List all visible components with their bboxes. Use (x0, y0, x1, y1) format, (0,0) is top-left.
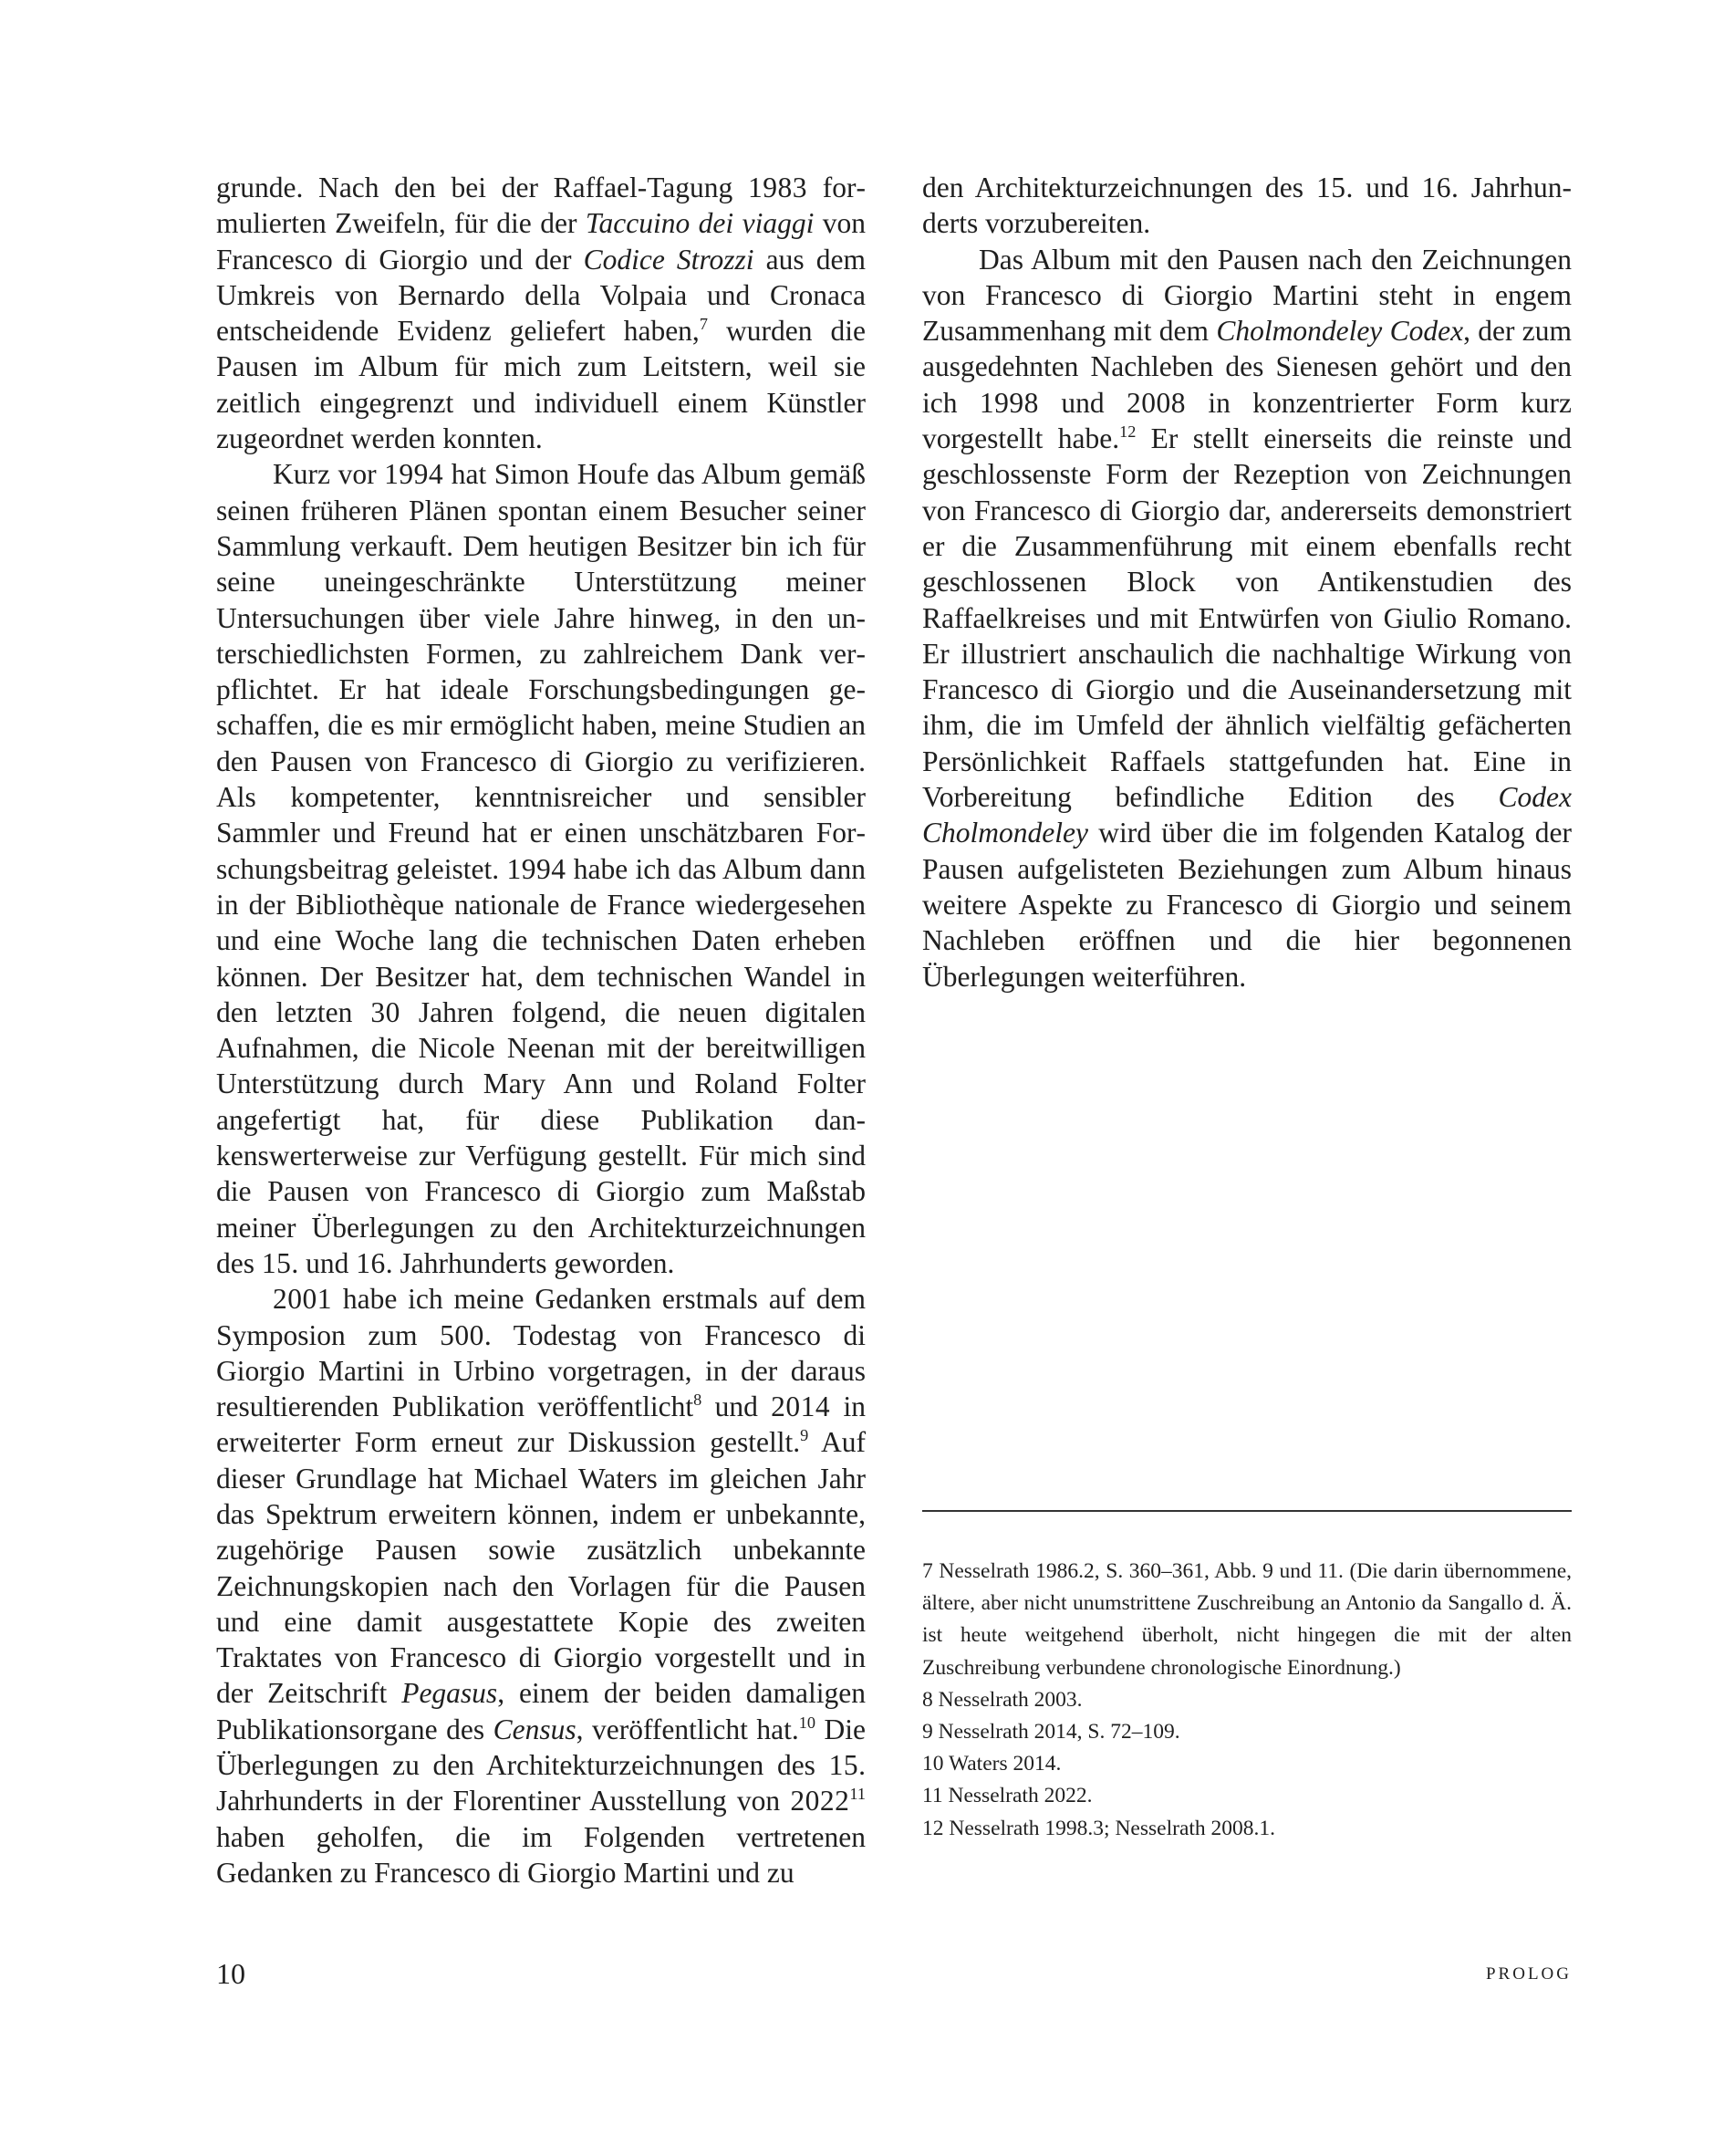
footnote-number: 9 (922, 1720, 933, 1745)
text-run: habe ich das Album dann in der Bibliothèque nationale de France wiedergesehen und eine Woche lang die technischen Daten erheben können. Der Besitzer hat, dem technischen Wandel in den letzten (216, 852, 866, 1028)
footnote-ref[interactable]: 7 (699, 315, 708, 334)
year: 2001 (273, 1283, 332, 1316)
work-title: Codex Cholmondeley (922, 781, 1572, 849)
text-run: , veröffentlicht hat. (576, 1713, 799, 1745)
work-title: Census (493, 1713, 576, 1745)
paragraph-2 (216, 456, 866, 1281)
paragraph-5 (922, 242, 1572, 995)
text-run: Das Album mit den Pausen nach den Zeichnungen von Francesco di Giorgio Martini steht in engem Zusammenhang mit dem (922, 243, 1572, 348)
footnote-number: 8 (922, 1687, 933, 1712)
text-run: Kurz vor (273, 458, 385, 491)
year: 1994 (384, 458, 444, 491)
year: 1983 (748, 172, 808, 203)
text-run: in erweiterter Form erneut zur Diskussion gestellt. (216, 1390, 866, 1459)
year: 1998 (979, 386, 1039, 419)
footnote-number: 7 (922, 1559, 933, 1583)
number: 15 (1315, 172, 1346, 203)
footnote-divider (922, 1510, 1572, 1512)
footnote-ref[interactable]: 8 (693, 1390, 702, 1410)
footnote-10 (922, 1748, 1572, 1780)
text-run: Er stellt einerseits die reinste und geschlossenste Form der Rezeption von Zeichnungen von Francesco di Giorgio dar, andererseits demonstriert er die Zusammenführung mit einem ebenfalls recht geschlossenen Block von Antikenstudien des Raffaelkreises und mit Entwürfen von Giulio Romano. Er illustriert anschaulich die nachhaltige Wirkung von Francesco di Giorgio und die Auseinandersetzung mit ihm, die im Umfeld der ähnlich vielfältig gefächerten Persönlichkeit Raffaels stattgefunden hat. Eine in Vorbereitung befindliche Edition des (922, 422, 1572, 814)
footnote-number: 10 (922, 1752, 944, 1776)
text-run: . Jahrhunderts in der Florentiner Ausstellung von (216, 1749, 866, 1817)
right-column (922, 170, 1572, 995)
text-run: den Architekturzeichnungen des (922, 172, 1316, 203)
footnote-ref[interactable]: 11 (849, 1785, 866, 1804)
text-run: grunde. Nach den bei der Raffael-Tagung (216, 172, 749, 203)
text-run: wird über die im folgenden Katalog der Pausen aufgelisteten Beziehungen zum Album hinaus weitere Aspekte zu Francesco di Giorgio und seinem Nachleben eröffnen und die hier begonnenen Überlegungen weiterführen. (922, 817, 1572, 993)
paragraph-4 (922, 170, 1572, 242)
running-head: PROLOG (1485, 1964, 1572, 1984)
text-run: . und (1345, 172, 1422, 203)
text-run: Auf dieser Grundlage hat Michael Waters im gleichen Jahr das Spektrum erweitern können, indem er unbekannte, zugehörige Pausen sowie zusätzlich unbekannte Zeichnungskopien nach den Vorlagen für die Pausen und eine damit ausgestattete Kopie des zweiten Traktates von Francesco di Giorgio vorgestellt und in der Zeitschrift (216, 1426, 867, 1710)
number: 30 (370, 995, 400, 1028)
footnote-text: Nesselrath 2003. (938, 1687, 1083, 1712)
footnote-ref[interactable]: 9 (800, 1426, 809, 1445)
left-column (216, 170, 866, 1890)
footnote-text: Nesselrath 2014, S. 72–109. (938, 1720, 1180, 1745)
text-run: Die Überlegungen zu den Architekturzeichnungen des (216, 1713, 866, 1782)
footnote-9 (922, 1716, 1572, 1748)
text-run: , der zum ausgedehnten Nachleben des Sienesen gehört und den ich (922, 315, 1572, 419)
footnote-number: 12 (922, 1816, 944, 1840)
footnote-12 (922, 1813, 1572, 1845)
text-run: wurden die Pausen im Album für mich zum Leitstern, weil sie zeitlich eingegrenzt und individuell einem Künstler zugeordnet werden konnten. (216, 315, 867, 455)
text-run: formulierten Zweifeln, für die der (216, 172, 866, 240)
work-title: Taccuino dei viaggi (585, 207, 815, 240)
text-run: habe ich meine Gedanken erstmals auf dem Symposion zum (216, 1283, 866, 1351)
footnote-text: Waters 2014. (948, 1752, 1062, 1776)
footnote-ref[interactable]: 10 (798, 1713, 816, 1732)
number: 500 (440, 1318, 484, 1351)
text-run: und (1038, 386, 1127, 419)
text-run: hat Simon Houfe das Album gemäß seinen früheren Plänen spontan einem Besucher seiner Sammlung verkauft. Dem heutigen Besitzer bin ich für seine uneingeschränkte Unterstützung meiner Untersuchungen über viele Jahre hinweg, in den unterschiedlichsten Formen, zu zahlreichem Dank verpflichtet. Er hat ideale Forschungsbedingungen geschaffen, die es mir ermöglicht haben, meine Studien an den Pausen von Francesco di Giorgio zu verifizieren. Als kompetenter, kenntnisreicher und sensibler Sammler und Freund hat er einen unschätzbaren Forschungsbeitrag geleistet. (216, 458, 866, 885)
text-run: . Jahrhunderts vorzubereiten. (922, 172, 1573, 240)
page-number: 10 (216, 1957, 245, 1990)
footnote-number: 11 (922, 1784, 943, 1808)
text-run: . Jahrhunderts geworden. (385, 1246, 675, 1279)
year: 1994 (506, 852, 566, 885)
work-title: Pegasus (401, 1677, 498, 1710)
number: 15 (261, 1246, 292, 1279)
footnote-text: Nesselrath 1998.3; Nesselrath 2008.1. (949, 1816, 1276, 1840)
text-run: Jahren folgend, die neuen digitalen Aufnahmen, die Nicole Neenan mit der bereitwilligen Unterstützung durch Mary Ann und Roland Folter angefertigt hat, für diese Publikation dankenswerterweise zur Verfügung gestellt. Für mich sind die Pausen von Francesco di Giorgio zum Maßstab meiner Überlegungen zu den Architekturzeichnungen des (216, 995, 866, 1279)
footnote-7 (922, 1556, 1572, 1684)
text-run: von Francesco di Giorgio und der (216, 207, 867, 276)
number: 16 (1421, 172, 1451, 203)
year: 2014 (771, 1390, 831, 1423)
footnote-ref[interactable]: 12 (1119, 422, 1137, 442)
number: 15 (828, 1749, 859, 1782)
text-run: in konzentrierter Form kurz vorgestellt habe. (922, 386, 1573, 455)
text-run: und (701, 1390, 772, 1423)
paragraph-3 (216, 1281, 866, 1890)
text-run: . und (291, 1246, 357, 1279)
year: 2008 (1126, 386, 1186, 419)
text-run: , einem der beiden damaligen Publikationsorgane des (216, 1677, 866, 1745)
year: 2022 (790, 1785, 850, 1817)
number: 16 (356, 1246, 386, 1279)
text-run: haben geholfen, die im Folgenden vertretenen Gedanken zu Francesco di Giorgio Martini und zu (216, 1820, 866, 1889)
footnote-11 (922, 1780, 1572, 1812)
paragraph-1 (216, 170, 866, 456)
footnote-text: Nesselrath 1986.2, S. 360–361, Abb. 9 und 11. (Die darin übernommene, ältere, aber nicht unumstrittene Zuschreibung an Antonio da Sangallo d. Ä. ist heute weitgehend überholt, nicht hingegen die mit der alten Zuschreibung verbundene chronologische Einordnung.) (922, 1559, 1573, 1680)
footnote-8 (922, 1684, 1572, 1716)
work-title: Cholmondeley Codex (1216, 315, 1464, 348)
footnote-text: Nesselrath 2022. (948, 1784, 1093, 1808)
footnotes (922, 1556, 1572, 1845)
text-run: aus dem Umkreis von Bernardo della Volpaia und Cronaca entscheidende Evidenz geliefert haben, (216, 243, 866, 348)
work-title: Codice Strozzi (583, 243, 754, 276)
text-run: . Todestag von Francesco di Giorgio Martini in Urbino vorgetragen, in der daraus resultierenden Publikation veröffentlicht (216, 1318, 867, 1423)
